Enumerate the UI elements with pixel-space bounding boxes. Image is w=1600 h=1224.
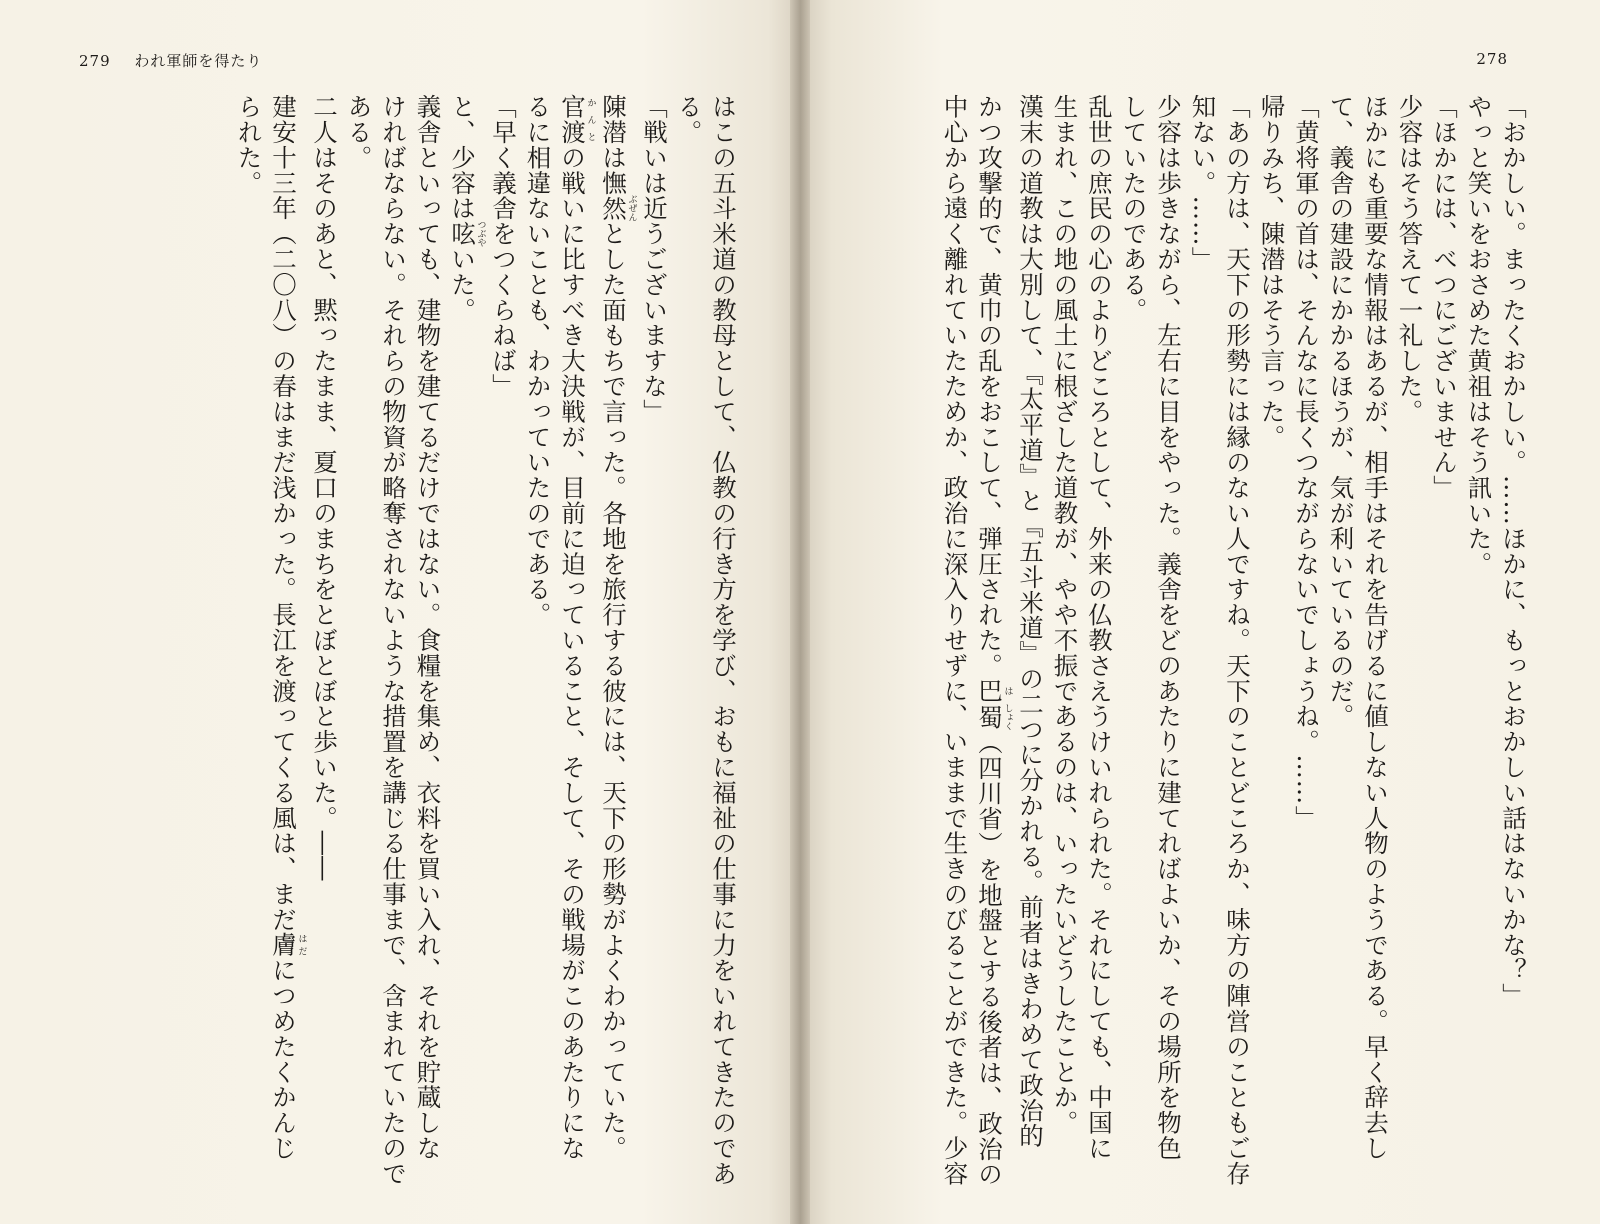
text-line: 漢末の道教は大別して、『太平道』と『五斗米道』の二つに分かれる。前者はきわめて政治的 <box>1016 94 1045 1149</box>
text-line: 二人はそのあと、黙ったまま、夏口のまちをとぼとぼと歩いた。―― <box>310 94 339 882</box>
text-line: 「早く義舎をつくらねば」 <box>489 94 518 399</box>
text-line: 官渡かんとの戦いに比すべき大決戦が、目前に迫っていること、そして、その戦場がこのあたりにな <box>558 94 596 1161</box>
right-page <box>800 0 1600 1224</box>
text-line: 少容は歩きながら、左右に目をやった。義舎をどのあたりに建てればよいか、その場所を物色 <box>1154 94 1183 1161</box>
text-line: と、少容は呟つぶやいた。 <box>448 94 486 323</box>
text-line: るに相違ないことも、わかっていたのである。 <box>523 94 553 628</box>
text-line: ある。 <box>344 94 374 171</box>
ruby-hada: はだ <box>296 932 307 958</box>
text-line: 陳潜は憮然ぶぜんとした面もちで言った。各地を旅行する彼には、天下の形勢がよくわかっていた。 <box>599 94 637 1161</box>
ruby-shoku: しょく <box>1002 703 1013 731</box>
text-line: 帰りみち、陳潜はそう言った。 <box>1257 94 1287 450</box>
text-line: る。 <box>674 94 704 145</box>
text-line: 少容はそう答えて一礼した。 <box>1395 94 1425 425</box>
text-line: 中心から遠く離れていたためか、政治に深入りせずに、いままで生きのびることができた。少容 <box>940 94 970 1187</box>
text-line: やっと笑いをおさめた黄祖はそう訊いた。 <box>1464 94 1494 577</box>
text-line: 知ない。……」 <box>1188 94 1218 272</box>
ruby-ha: は <box>1002 678 1013 704</box>
ruby-buzen: ぶぜん <box>626 194 637 222</box>
text-line: はこの五斗米道の教母として、仏教の行き方を学び、おもに福祉の仕事に力をいれてきたのであ <box>709 94 738 1187</box>
text-line: 「黄将軍の首は、そんなに長くつながらないでしょうね。……」 <box>1292 94 1321 831</box>
text-line: て、義舎の建設にかかるほうが、気が利いているのだ。 <box>1326 94 1356 729</box>
ruby-tsubuya: つぶや <box>475 220 486 248</box>
right-page-body <box>937 94 1530 1188</box>
right-page-number: 278 <box>1476 50 1508 68</box>
text-line: られた。 <box>234 94 264 196</box>
left-page-body <box>231 94 740 1187</box>
text-line: 乱世の庶民の心のよりどころとして、外来の仏教さえうけいれられた。それにしても、中国に <box>1085 94 1114 1161</box>
left-page-number: 279 <box>79 52 111 70</box>
text-line: 生まれ、この地の風土に根ざした道教が、やや不振であるのは、いったいどうしたことか。 <box>1050 94 1080 1136</box>
text-line: 「ほかには、べつにございません」 <box>1430 94 1459 501</box>
book-gutter <box>790 0 810 1224</box>
text-line: 「あの方は、天下の形勢には縁のない人ですね。天下のことどころか、味方の陣営のこともご存 <box>1223 94 1252 1187</box>
text-line: 「戦いは近うございますな」 <box>640 94 669 425</box>
left-page-header <box>79 50 262 71</box>
text-line: 「おかしい。まったくおかしい。……ほかに、もっとおかしい話はないかな？」 <box>1499 94 1528 1009</box>
text-line: かつ攻撃的で、黄巾の乱をおこして、弾圧された。巴は蜀しょく（四川省）を地盤とする後者は、政治の <box>975 94 1013 1188</box>
text-line: 義舎といっても、建物を建てるだけではない。食糧を集め、衣料を買い入れ、それを貯蔵しな <box>413 94 443 1161</box>
text-line: していたのである。 <box>1119 94 1149 323</box>
running-title: われ軍師を得たり <box>134 52 263 70</box>
text-line: ければならない。それらの物資が略奪されないような措置を講じる仕事まで、含まれていたので <box>379 94 408 1187</box>
text-line: ほかにも重要な情報はあるが、相手はそれを告げるに値しない人物のようである。早く辞去し <box>1361 94 1390 1161</box>
ruby-kanto: かんと <box>585 94 596 145</box>
text-line: 建安十三年（二〇八）の春はまだ浅かった。長江を渡ってくる風は、まだ膚はだにつめたくかんじ <box>269 94 307 1161</box>
